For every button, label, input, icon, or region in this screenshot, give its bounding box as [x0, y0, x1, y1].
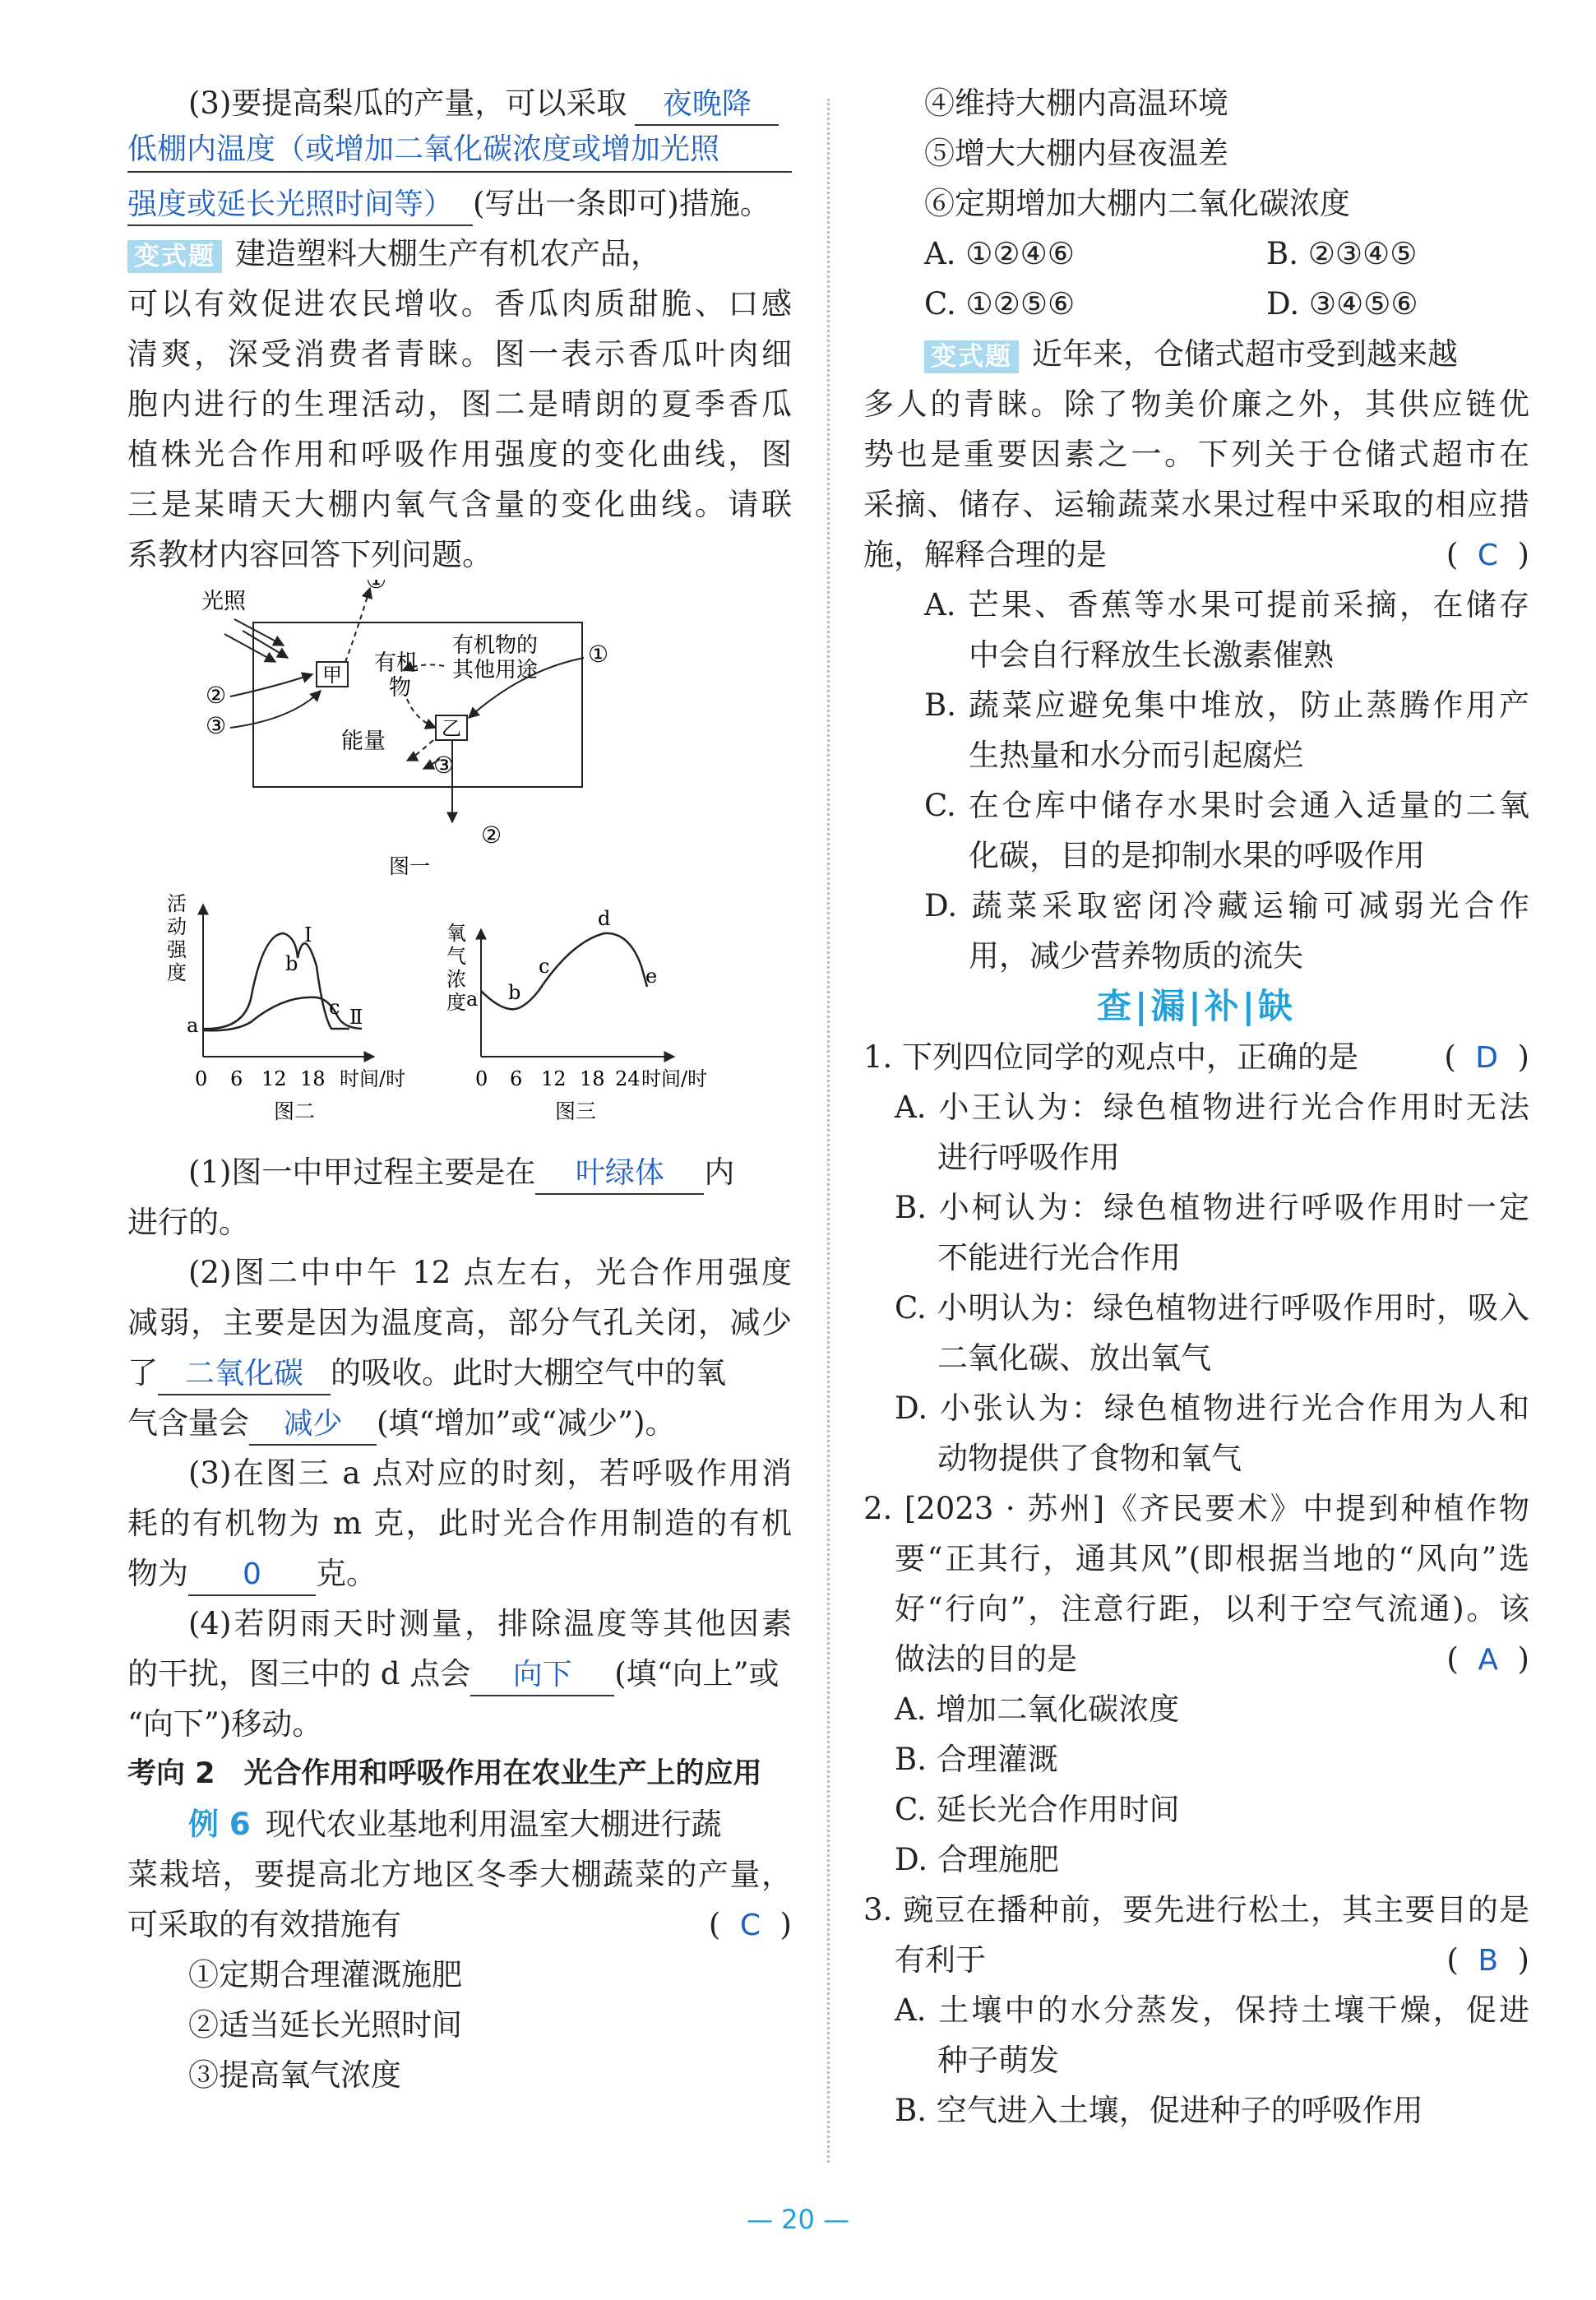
- oxygen-curve: [481, 933, 647, 1009]
- topic-heading: 考向 2 光合作用和呼吸作用在农业生产上的应用: [127, 1757, 762, 1790]
- n1-top: ①: [366, 580, 387, 594]
- option: A. ①②④⑥: [924, 236, 1075, 271]
- paragraph-line: 清爽，深受消费者青睐。图一表示香瓜叶肉细: [127, 336, 792, 372]
- organic-use-label: 其他用途: [452, 658, 539, 683]
- option-line: A. 土壤中的水分蒸发，保持土壤干燥，促进: [895, 1992, 1529, 2028]
- figures-block: [127, 580, 792, 1147]
- y-label-char: 强: [167, 938, 187, 961]
- y-label-char: 度: [167, 961, 187, 984]
- example-item: ②适当延长光照时间: [188, 2007, 462, 2043]
- x-tick: 12: [541, 1067, 567, 1090]
- n2-left: ②: [206, 682, 227, 709]
- jia-label: 甲: [322, 664, 342, 687]
- option-line: A. 芒果、香蕉等水果可提前采摘，在储存: [924, 587, 1529, 622]
- option-line: 化碳，目的是抑制水果的呼吸作用: [969, 838, 1425, 873]
- n3-left: ③: [206, 712, 227, 739]
- s2-line-1: (2)图二中中午 12 点左右，光合作用强度: [188, 1255, 792, 1290]
- figure-1-caption: 图一: [389, 854, 431, 878]
- variant-tag: 变式题: [924, 340, 1019, 373]
- figure-1-cell-diagram: [201, 580, 608, 878]
- x-tick: 18: [580, 1067, 605, 1090]
- example-item: ④维持大棚内高温环境: [924, 86, 1228, 121]
- paragraph-line: 植株光合作用和呼吸作用强度的变化曲线，图: [127, 437, 792, 472]
- yi-label: 乙: [442, 717, 461, 740]
- figure-3-caption: 图三: [555, 1099, 597, 1123]
- example-line-2: 菜栽培，要提高北方地区冬季大棚蔬菜的产量，: [127, 1857, 792, 1892]
- option-line: D. 合理施肥: [895, 1842, 1059, 1877]
- s1-line-1: (1)图一中甲过程主要是在 叶绿体 内: [127, 1147, 792, 1197]
- q2-stem-line: 2. [2023 · 苏州]《齐民要术》中提到种植作物: [863, 1491, 1529, 1526]
- option-line: 生热量和水分而引起腐烂: [969, 738, 1303, 773]
- example-item: ③提高氧气浓度: [188, 2057, 401, 2093]
- left-column: [127, 78, 792, 2100]
- light-ray: [224, 634, 275, 662]
- figure-3-oxygen-chart: [446, 907, 707, 1123]
- option-line: 种子萌发: [937, 2043, 1059, 2078]
- s2-line-2: 减弱，主要是因为温度高，部分气孔关闭，减少: [127, 1305, 792, 1340]
- s1-line-2: 进行的。: [127, 1205, 249, 1240]
- s2-line-4: 气含量会 减少 (填“增加”或“减少”)。: [127, 1398, 792, 1448]
- s3-line-1: (3)在图三 a 点对应的时刻，若呼吸作用消: [188, 1455, 792, 1491]
- arrow-energy: [407, 740, 433, 761]
- s3-line-2: 耗的有机物为 m 克，此时光合作用制造的有机: [127, 1506, 792, 1541]
- label-b: b: [508, 981, 521, 1004]
- answer-blank: 强度或延长光照时间等）: [127, 185, 473, 226]
- q2-stem-line: 要“正其行，通其风”(即根据当地的“风向”选: [895, 1541, 1529, 1576]
- y-label-char: 氧: [446, 922, 466, 945]
- label-c: c: [539, 955, 550, 978]
- x-tick: 0: [195, 1067, 208, 1090]
- example-item: ⑥定期增加大棚内二氧化碳浓度: [924, 186, 1350, 221]
- paragraph-line: 施，解释合理的是 ( C ): [863, 530, 1529, 580]
- q1-stem: 1. 下列四位同学的观点中，正确的是 ( D ): [863, 1032, 1529, 1082]
- paragraph-line: 三是某晴天大棚内氧气含量的变化曲线。请联: [127, 487, 792, 522]
- option-line: B. 空气进入土壤，促进种子的呼吸作用: [895, 2093, 1423, 2128]
- label-a: a: [466, 988, 479, 1011]
- option-line: B. 蔬菜应避免集中堆放，防止蒸腾作用产: [924, 687, 1529, 723]
- label-b: b: [285, 952, 298, 975]
- y-label-char: 动: [167, 915, 187, 938]
- option-line: 动物提供了食物和氧气: [937, 1441, 1242, 1476]
- variant2-line-1: 变式题 近年来，仓储式超市受到越来越: [863, 329, 1529, 379]
- organic-use-label: 有机物的: [452, 633, 539, 658]
- s4-line-3: “向下”)移动。: [127, 1706, 323, 1742]
- option-line: B. 小柯认为：绿色植物进行呼吸作用时一定: [895, 1190, 1529, 1225]
- series-I-curve: [203, 933, 349, 1029]
- organic-label: 有机: [374, 650, 419, 676]
- option-line: 不能进行光合作用: [937, 1240, 1181, 1275]
- option-line: A. 增加二氧化碳浓度: [895, 1691, 1180, 1727]
- energy-label: 能量: [341, 729, 386, 754]
- variant-tag: 变式题: [127, 240, 222, 273]
- option-line: D. 蔬菜采取密闭冷藏运输可减弱光合作: [924, 888, 1529, 923]
- x-label: 时间/时: [340, 1067, 406, 1090]
- example-line-3: 可采取的有效措施有 ( C ): [127, 1900, 792, 1950]
- option-line: 中会自行释放生长激素催熟: [969, 637, 1334, 673]
- figure-2-activity-chart: [167, 892, 405, 1123]
- label-c: c: [329, 996, 340, 1019]
- answer-paren: ( D ): [1444, 1039, 1529, 1075]
- example-line-1: 例 6 现代农业基地利用温室大棚进行蔬: [188, 1807, 722, 1842]
- s4-line-2: 的干扰，图三中的 d 点会 向下 (填“向上”或: [127, 1649, 792, 1699]
- x-tick: 24: [615, 1067, 641, 1090]
- option-line: C. 在仓库中储存水果时会通入适量的二氧: [924, 788, 1529, 823]
- y-label-char: 气: [446, 945, 466, 968]
- y-label-char: 度: [446, 991, 466, 1014]
- answer-blank: 低棚内温度（或增加二氧化碳浓度或增加光照: [127, 128, 792, 173]
- paragraph-line: 系教材内容回答下列问题。: [127, 537, 493, 572]
- option-line: B. 合理灌溉: [895, 1742, 1058, 1777]
- label-d: d: [598, 907, 611, 930]
- q3-stem-line: 有利于 ( B ): [863, 1935, 1529, 1985]
- answer-blank: 向下: [470, 1655, 614, 1696]
- label-I: Ⅰ: [304, 923, 312, 946]
- answer-paren: ( C ): [708, 1907, 792, 1942]
- example-label: 例 6: [188, 1807, 251, 1842]
- figures-svg: [127, 580, 792, 1147]
- option-line: 进行呼吸作用: [937, 1140, 1120, 1175]
- s2-line-3: 了 二氧化碳 的吸收。此时大棚空气中的氧: [127, 1348, 792, 1398]
- arrow-in-3: [230, 691, 321, 728]
- option-row: [863, 229, 1529, 279]
- answer-paren: ( C ): [1446, 537, 1529, 572]
- x-tick: 6: [230, 1067, 243, 1090]
- section-title: 查|漏|补|缺: [1096, 986, 1297, 1026]
- light-label: 光照: [201, 589, 246, 614]
- q3-line-1: (3)要提高梨瓜的产量，可以采取 夜晚降: [127, 78, 792, 128]
- x-tick: 18: [300, 1067, 326, 1090]
- arrow-to-yi: [407, 699, 436, 728]
- answer-blank: 二氧化碳: [158, 1354, 331, 1395]
- s3-line-3: 物为 0 克。: [127, 1548, 792, 1599]
- option-line: 用，减少营养物质的流失: [969, 938, 1303, 974]
- answer-blank: 0: [188, 1555, 316, 1596]
- option-line: A. 小王认为：绿色植物进行光合作用时无法: [895, 1090, 1529, 1125]
- y-label-char: 活: [167, 892, 187, 915]
- paragraph-line: 采摘、储存、运输蔬菜水果过程中采取的相应措: [863, 487, 1529, 522]
- q2-stem-line: 做法的目的是 ( A ): [863, 1634, 1529, 1684]
- arrow-out-1: [345, 588, 370, 662]
- answer-paren: ( B ): [1446, 1942, 1529, 1978]
- q3-stem-line: 3. 豌豆在播种前，要先进行松土，其主要目的是: [863, 1892, 1529, 1927]
- n1-right: ①: [588, 641, 609, 668]
- x-tick: 0: [475, 1067, 488, 1090]
- option-line: D. 小张认为：绿色植物进行光合作用为人和: [895, 1391, 1529, 1426]
- label-II: Ⅱ: [349, 1006, 363, 1029]
- paragraph-line: 胞内进行的生理活动，图二是晴朗的夏季香瓜: [127, 386, 792, 422]
- paragraph-line: 可以有效促进农民增收。香瓜肉质甜脆、口感: [127, 286, 792, 322]
- answer-paren: ( A ): [1446, 1641, 1529, 1677]
- figure-2-caption: 图二: [274, 1099, 316, 1123]
- paragraph-line: 势也是重要因素之一。下列关于仓储式超市在: [863, 437, 1529, 472]
- option: C. ①②⑤⑥: [924, 286, 1076, 322]
- page-number: — 20 —: [746, 2204, 850, 2235]
- answer-blank: 夜晚降: [635, 85, 779, 126]
- n3-bottom: ③: [433, 752, 455, 779]
- q2-stem-line: 好“行向”，注意行距，以利于空气流通)。该: [895, 1591, 1529, 1627]
- column-divider: [827, 99, 830, 2163]
- x-tick: 6: [510, 1067, 523, 1090]
- option: B. ②③④⑤: [1266, 236, 1418, 271]
- answer-blank: 减少: [249, 1405, 377, 1446]
- q3-line-3: 强度或延长光照时间等） (写出一条即可)措施。: [127, 178, 792, 229]
- label-a: a: [187, 1014, 199, 1037]
- option-row: [863, 279, 1529, 329]
- option-line: C. 延长光合作用时间: [895, 1792, 1180, 1827]
- example-item: ①定期合理灌溉施肥: [188, 1957, 462, 1992]
- y-label-char: 浓: [446, 968, 466, 991]
- s4-line-1: (4)若阴雨天时测量，排除温度等其他因素: [188, 1606, 792, 1641]
- paragraph-line: 多人的青睐。除了物美价廉之外，其供应链优: [863, 386, 1529, 422]
- option-line: C. 小明认为：绿色植物进行呼吸作用时，吸入: [895, 1290, 1529, 1326]
- option-line: 二氧化碳、放出氧气: [937, 1340, 1211, 1376]
- variant-line-1: 变式题 建造塑料大棚生产有机农产品，: [127, 229, 792, 279]
- arrow-in-2: [230, 674, 312, 696]
- right-column: [863, 78, 1529, 2136]
- label-e: e: [645, 965, 658, 988]
- example-item: ⑤增大大棚内昼夜温差: [924, 136, 1228, 171]
- n2-bottom: ②: [481, 821, 502, 849]
- q3-line-2: [127, 128, 792, 178]
- option: D. ③④⑤⑥: [1266, 286, 1418, 322]
- answer-blank: 叶绿体: [535, 1154, 704, 1195]
- x-label: 时间/时: [641, 1067, 708, 1090]
- x-tick: 12: [261, 1067, 287, 1090]
- organic-label: 物: [389, 675, 411, 701]
